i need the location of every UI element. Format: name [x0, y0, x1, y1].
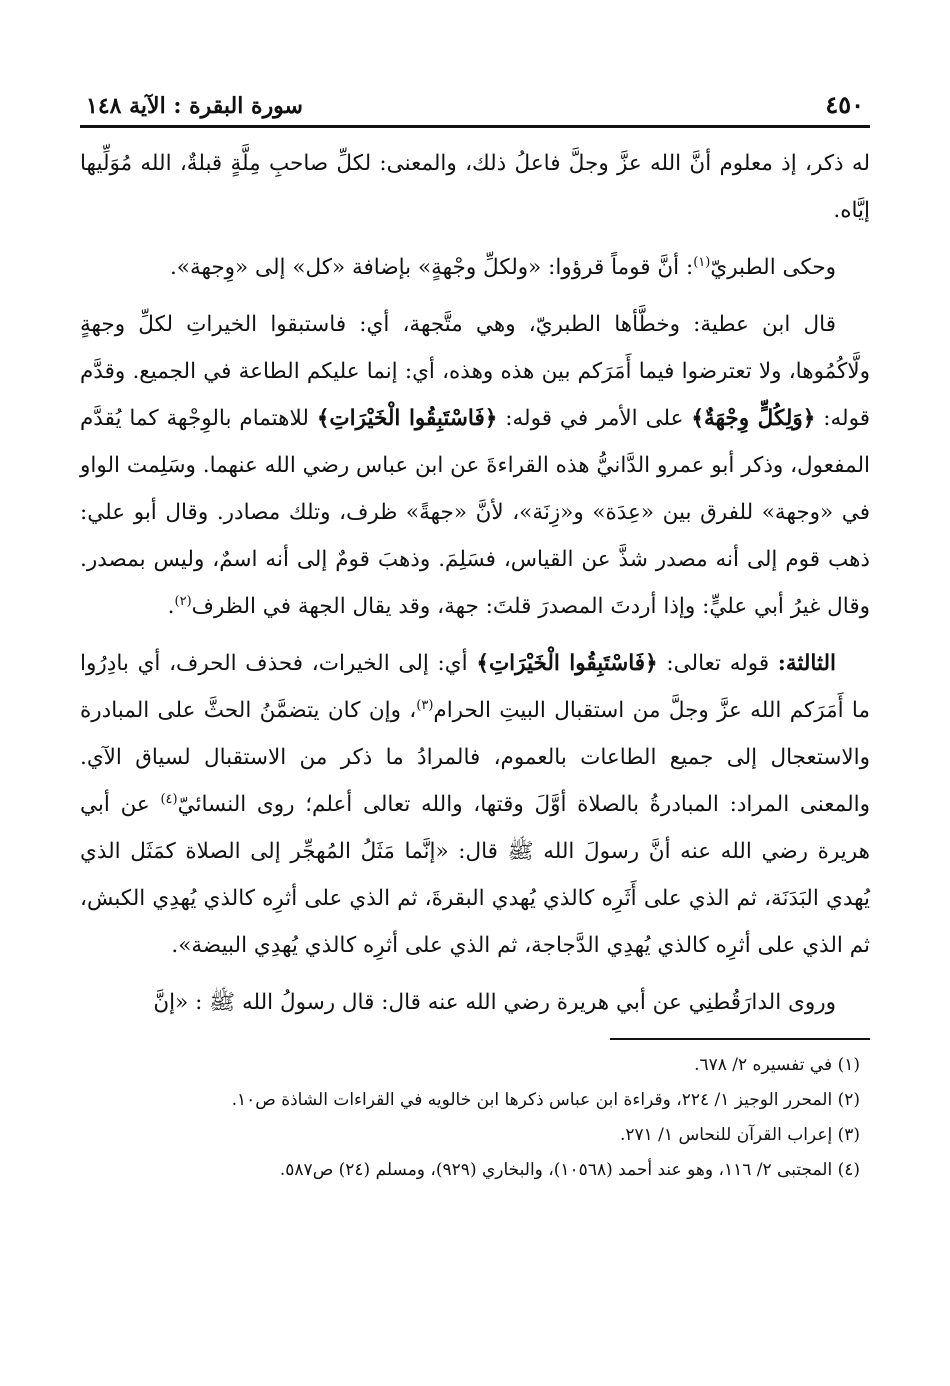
paragraph-text: قال ابن عطية: وخطَّأها الطبريّ، وهي متَّجهة، أي: فاستبقوا الخيراتِ لكلِّ وجهةٍ ولَّاكُمُوها، ولا تعترضوا فيما أَمَرَكم بين هذه وهذه، أي: إنما عليكم الطاعة في الجميع. وقدَّم قوله:: [80, 312, 870, 431]
paragraph-text: وحكى الطبريّ: [710, 255, 836, 280]
quran-verse: ﴿فَاسْتَبِقُوا الْخَيْرَاتِ﴾: [476, 651, 658, 676]
quran-verse: ﴿فَاسْتَبِقُوا الْخَيْرَاتِ﴾: [316, 406, 498, 431]
footnote-ref: (٤): [160, 791, 178, 807]
paragraph-4: [80, 640, 870, 969]
footnote-separator: [610, 1038, 870, 1040]
footnote-ref: (٢): [174, 593, 192, 609]
page-number: ٤٥٠: [825, 90, 864, 119]
section-lead: الثالثة:: [777, 651, 836, 676]
footnotes: [80, 1048, 870, 1188]
footnote-ref: (١): [693, 254, 711, 270]
paragraph-text: له ذكر، إذ معلوم أنَّ الله عزَّ وجلَّ فاعلُ ذلك، والمعنى: لكلِّ صاحبِ مِلَّةٍ قبلةٌ، الله مُوَلِّيها إيَّاه.: [80, 151, 870, 223]
footnote-ref: (٣): [416, 697, 434, 713]
paragraph-text: ، وإن كان يتضمَّنُ الحثَّ على المبادرة والاستعجال إلى جميع الطاعات بالعموم، فالمرادُ ما ذكر من الاستقبال لسياق الآي. والمعنى المراد: المبادرةُ بالصلاة أوَّلَ وقتها، والله تعالى أعلم؛ روى النسائيّ: [80, 698, 870, 817]
paragraph-5: [80, 979, 870, 1026]
paragraph-text: أي: إلى الخيرات، فحذف الحرف، أي بادِرُوا ما أَمَرَكم الله عزَّ وجلَّ من استقبال البيتِ الحرام: [80, 651, 870, 723]
paragraph-text: .: [167, 594, 175, 619]
paragraph-text: وروى الدارَقُطنِي عن أبي هريرة رضي الله عنه قال: قال رسولُ الله ﷺ : «إنَّ: [153, 990, 836, 1015]
paragraph-1: [80, 140, 870, 234]
footnote-2: (٢) المحرر الوجيز ١/ ٢٢٤، وقراءة ابن عباس ذكرها ابن خالويه في القراءات الشاذة ص١٠.: [231, 1090, 860, 1110]
paragraph-text: على الأمر في قوله:: [497, 406, 692, 431]
footnote-3: (٣) إعراب القرآن للنحاس ١/ ٢٧١.: [619, 1125, 860, 1145]
paragraph-text: قوله تعالى:: [657, 651, 778, 676]
paragraph-text: : أنَّ قوماً قرؤوا: «ولكلِّ وجْهةٍ» بإضافة «كل» إلى «وِجهة».: [169, 255, 694, 280]
footnote-1: (١) في تفسيره ٢/ ٦٧٨.: [694, 1055, 860, 1075]
chapter-title: سورة البقرة : الآية ١٤٨: [86, 93, 303, 119]
main-text: [80, 140, 870, 1026]
footnote-4: (٤) المجتبى ٢/ ١١٦، وهو عند أحمد (١٠٥٦٨)، والبخاري (٩٢٩)، ومسلم (٢٤) ص٥٨٧.: [279, 1160, 860, 1180]
paragraph-2: [80, 244, 870, 291]
paragraph-text: عن أبي هريرة رضي الله عنه أنَّ رسولَ الله ﷺ قال: «إنَّما مَثَلُ المُهجِّر إلى الصلاة كمَثَل الذي يُهدي البَدَنَة، ثم الذي على أَثَرِه كالذي يُهدي البقرةَ، ثم الذي على أثرِه كالذي يُهدِي الكبش، ثم الذي على أثرِه كالذي يُهدِي الدَّجاجة، ثم الذي على أثرِه كالذي يُهدِي البيضة».: [80, 792, 870, 958]
quran-verse: ﴿وَلِكُلٍّ وِجْهَةٌ﴾: [691, 406, 816, 431]
page-header: [80, 88, 870, 128]
paragraph-text: للاهتمام بالوِجْهة كما يُقدَّم المفعول، وذكر أبو عمرو الدَّانيُّ هذه القراءةَ عن ابن عباس رضي الله عنهما. وسَلِمت الواو في «وجهة» للفرق بين «عِدَة» و«زِنَة»، لأنَّ «جهةً» ظرف، وتلك مصادر. وقال أبو علي: ذهب قوم إلى أنه مصدر شذَّ عن القياس، فسَلِمَ. وذهبَ قومٌ إلى أنه اسمٌ، وليس بمصدر. وقال غيرُ أبي عليٍّ: وإذا أردتَ المصدرَ قلتَ: جهة، وقد يقال الجهة في الظرف: [80, 406, 870, 619]
paragraph-3: [80, 301, 870, 630]
